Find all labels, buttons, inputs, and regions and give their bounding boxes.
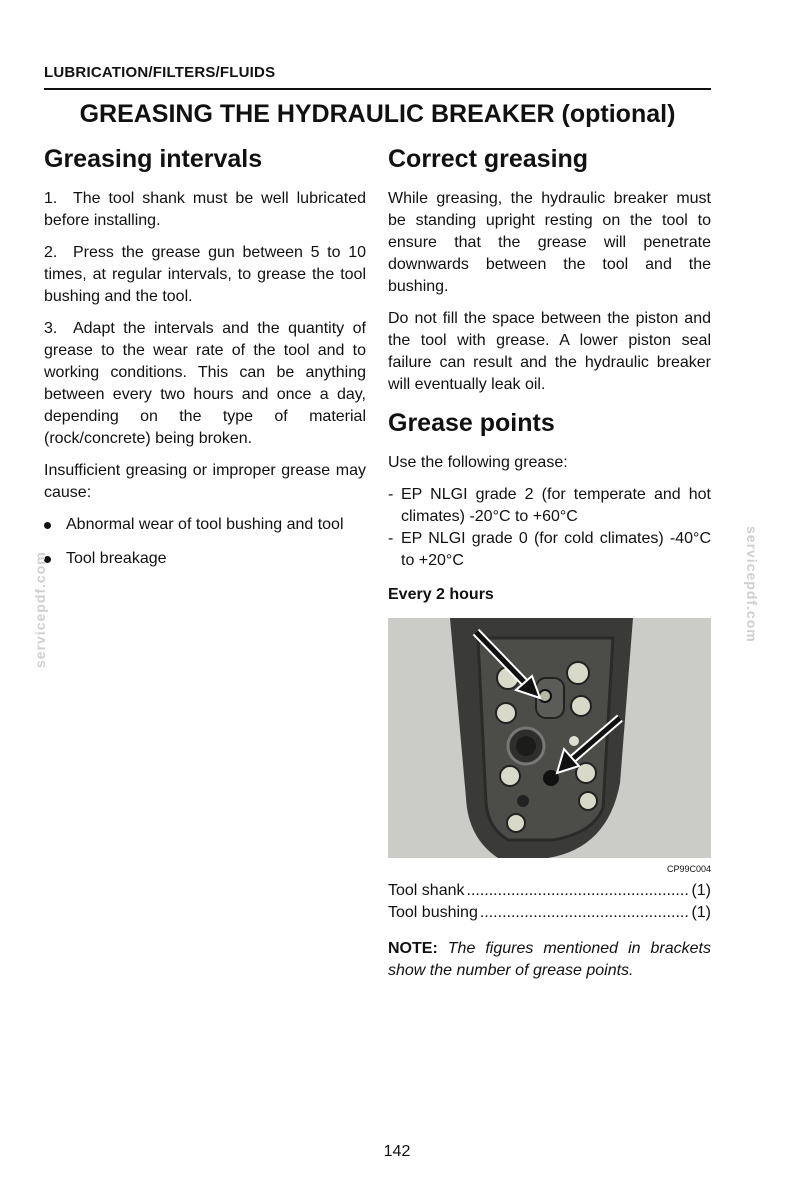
grease-point-row (388, 880, 711, 902)
paragraph: 2. Press the grease gun between 5 to 10 times, at regular intervals, to grease the tool bushing and the tool. (44, 244, 366, 305)
paragraph: Do not fill the space between the piston and the tool with grease. A lower piston seal failure can result and the hydraulic breaker will eventually leak oil. (388, 310, 711, 393)
list-item (44, 548, 366, 570)
left-column (44, 142, 366, 582)
list-item: - EP NLGI grade 2 (for temperate and hot climates) -20°C to +60°C (388, 486, 711, 525)
bullet-text: Tool breakage (66, 550, 167, 567)
list-item (44, 514, 366, 536)
dot-leader (480, 902, 690, 924)
correct-greasing-heading: Correct greasing (388, 145, 589, 173)
section-header: LUBRICATION/FILTERS/FLUIDS (44, 64, 276, 81)
breaker-photo (388, 618, 711, 858)
grease-points-heading: Grease points (388, 409, 555, 437)
bullet-list (44, 514, 366, 570)
watermark-left: servicepdf.com (32, 551, 48, 668)
paragraph: While greasing, the hydraulic breaker must be standing upright resting on the tool to ensure that the grease will penetrate downwards between the tool and the bushing. (388, 190, 711, 295)
grease-point-count: (1) (691, 904, 711, 921)
grease-point-label: Tool shank (388, 882, 465, 899)
greasing-intervals-heading: Greasing intervals (44, 145, 263, 173)
bullet-text: Abnormal wear of tool bushing and tool (66, 516, 344, 533)
bullet-icon (44, 522, 51, 529)
grease-point-row (388, 902, 711, 924)
paragraph: 1. The tool shank must be well lubricated before installing. (44, 190, 366, 229)
grease-spec: EP NLGI grade 0 (for cold climates) -40°C to +20°C (401, 530, 711, 569)
figure-caption: CP99C004 (666, 864, 711, 874)
page-number: 142 (383, 1143, 411, 1160)
watermark-right: servicepdf.com (744, 526, 760, 643)
note-label: NOTE: (388, 940, 438, 957)
grease-point-count: (1) (691, 882, 711, 899)
note-text: The figures mentioned in brackets show the number of grease points. (388, 940, 711, 979)
dot-leader (467, 880, 690, 902)
grease-list (388, 484, 711, 572)
grease-intro: Use the following grease: (388, 454, 568, 471)
page-title: GREASING THE HYDRAULIC BREAKER (optional) (79, 100, 676, 128)
header-rule (44, 88, 711, 90)
paragraph: 3. Adapt the intervals and the quantity of grease to the wear rate of the tool and to working conditions. This can be anything between every two hours and once a day, depending on the type of material (rock/concrete) being broken. (44, 320, 366, 447)
right-column (388, 142, 711, 982)
interval-subheading: Every 2 hours (388, 586, 494, 603)
breaker-illustration (388, 618, 711, 858)
list-item: - EP NLGI grade 0 (for cold climates) -40°C to +20°C (388, 530, 711, 569)
grease-point-label: Tool bushing (388, 904, 478, 921)
insufficient-greasing-intro: Insufficient greasing or improper grease may cause: (44, 462, 366, 501)
note (388, 938, 711, 982)
grease-spec: EP NLGI grade 2 (for temperate and hot climates) -20°C to +60°C (401, 486, 711, 525)
